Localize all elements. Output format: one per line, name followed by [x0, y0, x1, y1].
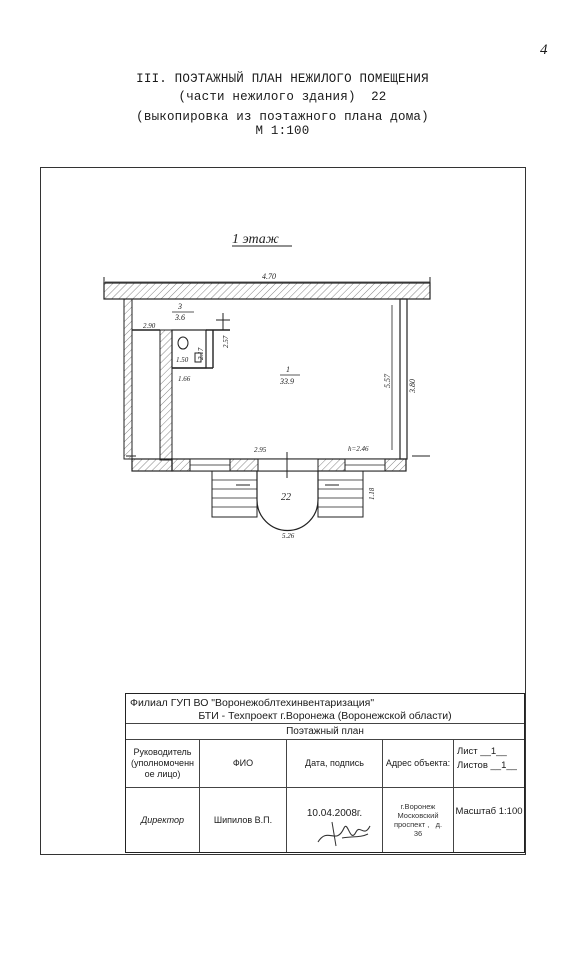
bottom-wall-left: [132, 459, 172, 471]
header-head-line1: Руководитель: [133, 747, 192, 757]
org-branch: БТИ - Техпроект г.Воронежа (Воронежской области): [198, 710, 452, 722]
sheets-label: Листов: [457, 760, 488, 771]
title-block: [125, 693, 525, 853]
address-cell: [383, 788, 454, 852]
dim-557: 5.57: [383, 374, 392, 388]
dim-526: 5.26: [282, 532, 295, 540]
sheets-count: Листов __1__: [457, 760, 517, 771]
doc-title: Поэтажный план: [286, 726, 364, 737]
dim-295: 2.95: [254, 446, 267, 454]
dim-166: 1.66: [178, 375, 191, 383]
address-line3: проспект ,: [393, 820, 430, 829]
signature-image: [314, 816, 374, 850]
stairs-left: [212, 471, 257, 517]
porch-number: 22: [281, 492, 291, 503]
partition-wall: [160, 330, 172, 460]
title-block-header-row: [126, 740, 524, 788]
building-number: 22: [371, 90, 387, 104]
entrance-opening: [258, 459, 318, 471]
dim-257: 2.57: [222, 335, 230, 348]
dim-150: 1.50: [176, 356, 189, 364]
org-name: Филиал ГУП ВО "Воронежоблтехинвентаризация": [130, 697, 375, 709]
header-head-line2: (уполномоченн: [130, 758, 195, 768]
position-cell: Директор: [126, 788, 200, 852]
copy-note: (выкопировка из поэтажного плана дома): [136, 110, 429, 124]
sheet-value: 1: [490, 746, 497, 757]
dim-118: 1.18: [368, 487, 376, 500]
address-line4: д.: [435, 820, 443, 829]
floor-label: 1 этаж: [232, 232, 279, 247]
left-wall: [124, 299, 132, 459]
dim-h246: h=2.46: [348, 445, 369, 453]
dim-top: 4.70: [262, 272, 276, 281]
header-head-line3: ое лицо): [144, 769, 181, 779]
sheet-number: Лист __1__: [457, 746, 507, 757]
address-line1: г.Воронеж: [400, 802, 436, 811]
date-cell: 10.04.2008г.: [287, 788, 383, 852]
sheets-value: 1: [501, 760, 507, 771]
header-date-sign: Дата, подпись: [287, 740, 383, 787]
scale-label: М 1:100: [255, 124, 310, 138]
dim-380: 3.80: [408, 379, 417, 393]
document-title: III. ПОЭТАЖНЫЙ ПЛАН НЕЖИЛОГО ПОМЕЩЕНИЯ: [136, 72, 429, 86]
address-line2: Московский: [397, 811, 439, 820]
room1-area: 33.9: [280, 377, 294, 386]
toilet-icon: [178, 337, 188, 349]
room3-area: 3.6: [175, 313, 185, 322]
address-line5: 36: [413, 829, 423, 838]
address-line3-wrap: [394, 820, 442, 829]
dim-217: 2.17: [197, 347, 205, 360]
top-wall: [104, 283, 430, 299]
title-block-org-row: [126, 694, 524, 724]
right-wall: [400, 299, 407, 459]
room3-number: 3: [178, 302, 182, 311]
stairs-right: [318, 471, 363, 517]
header-address: Адрес объекта:: [383, 740, 454, 787]
scale-cell: Масштаб 1:100: [455, 806, 523, 817]
header-fio: ФИО: [200, 740, 287, 787]
room1-number: 1: [286, 365, 290, 374]
title-block-doc-row: [126, 724, 524, 740]
page-number: 4: [540, 42, 548, 58]
sheet-label: Лист: [457, 746, 478, 757]
dim-290: 2.90: [143, 322, 156, 330]
subtitle-text: (части нежилого здания): [178, 90, 356, 104]
header-head: [126, 740, 200, 787]
name-cell: Шипилов В.П.: [200, 788, 287, 852]
